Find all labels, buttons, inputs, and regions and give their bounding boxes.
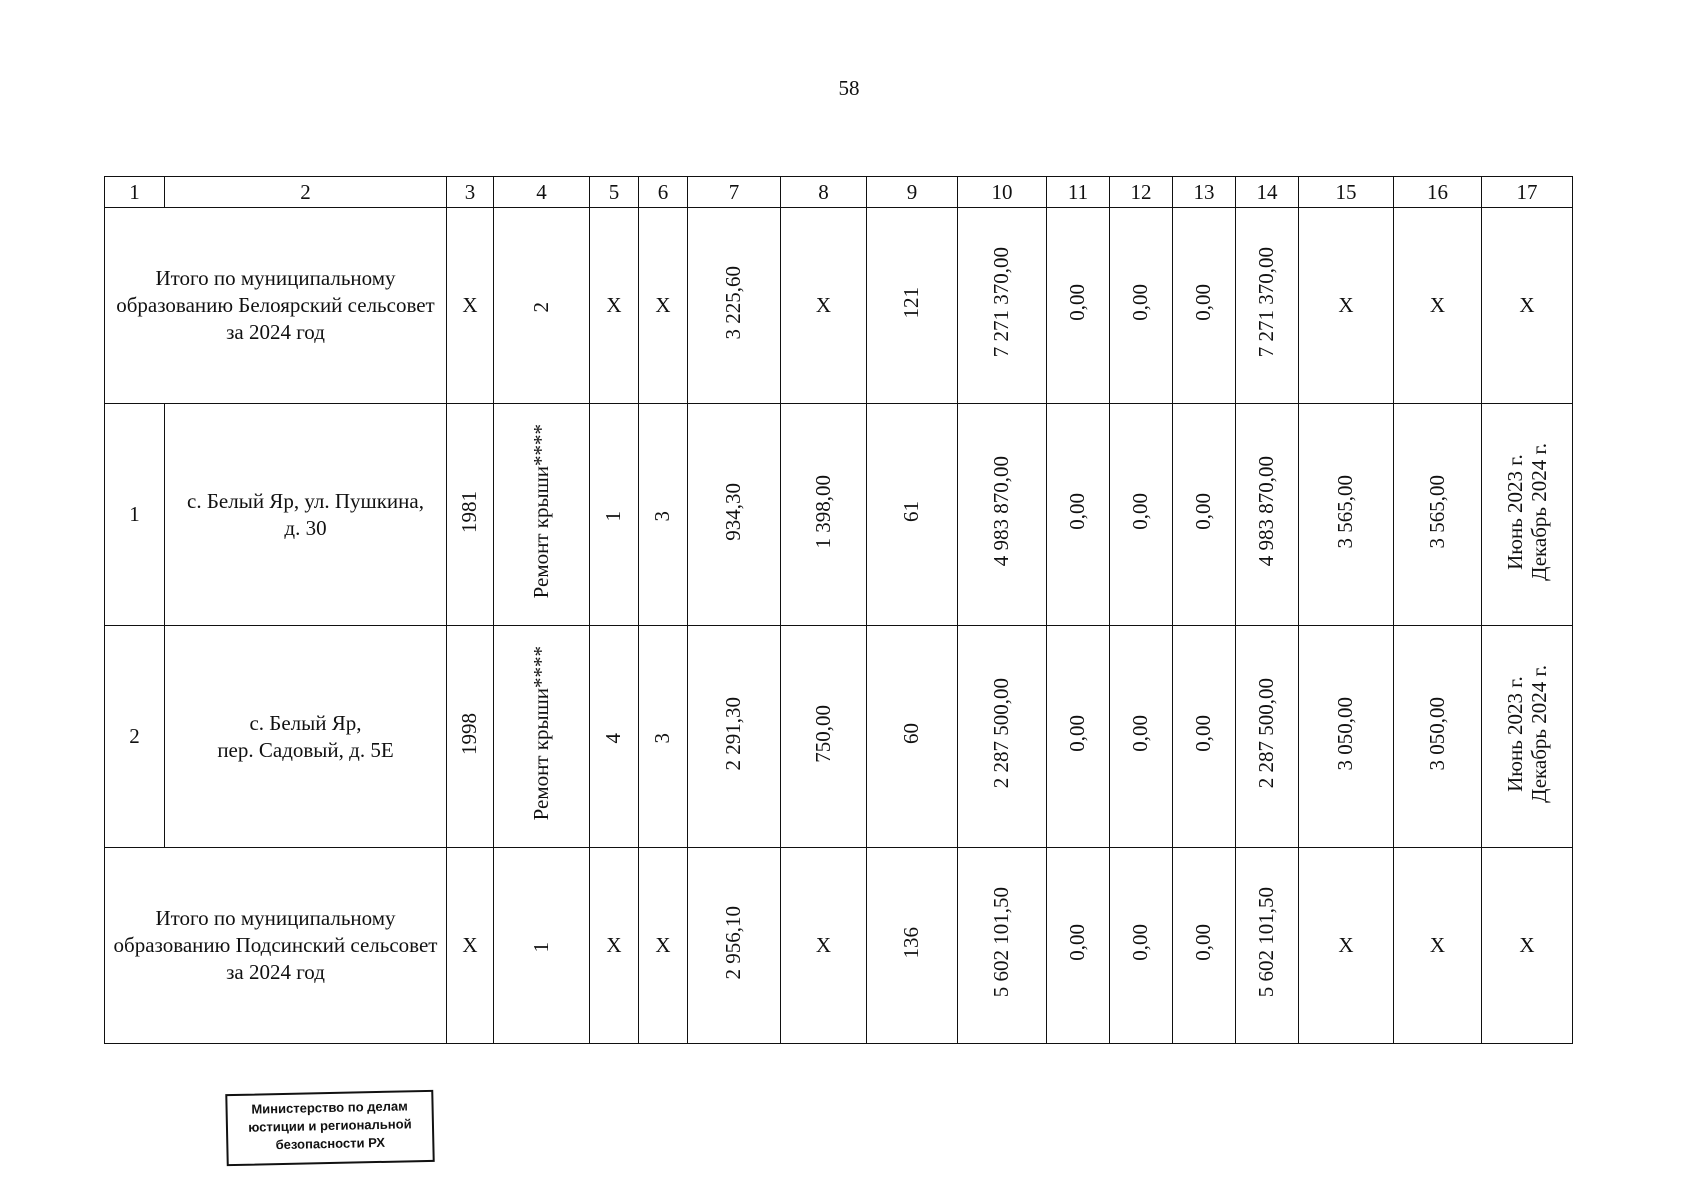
table-cell: X — [1482, 848, 1573, 1044]
header-cell: 2 — [165, 177, 447, 208]
table-cell: Ремонт крыши**** — [494, 626, 590, 848]
row-number: 1 — [105, 404, 165, 626]
table-cell: 3 225,60 — [688, 208, 781, 404]
table-cell: 3 565,00 — [1299, 404, 1394, 626]
table-cell: X — [1394, 848, 1482, 1044]
header-cell: 12 — [1110, 177, 1173, 208]
table-cell: 934,30 — [688, 404, 781, 626]
header-cell: 14 — [1236, 177, 1299, 208]
table-cell: X — [639, 848, 688, 1044]
table-cell: 2 291,30 — [688, 626, 781, 848]
table-row — [105, 404, 1573, 626]
table-cell: 0,00 — [1047, 848, 1110, 1044]
row-number: 2 — [105, 626, 165, 848]
header-cell: 6 — [639, 177, 688, 208]
table-cell: 3 565,00 — [1394, 404, 1482, 626]
table-cell: X — [1482, 208, 1573, 404]
table-cell: X — [1299, 848, 1394, 1044]
table-cell: 1981 — [447, 404, 494, 626]
table-cell: 0,00 — [1110, 626, 1173, 848]
table-row — [105, 626, 1573, 848]
header-cell: 4 — [494, 177, 590, 208]
table-cell: 0,00 — [1173, 404, 1236, 626]
table-cell: 3 — [639, 404, 688, 626]
table-cell: 3 050,00 — [1299, 626, 1394, 848]
table-cell: X — [447, 208, 494, 404]
total-label: Итого по муниципальному образованию Белоярский сельсовет за 2024 год — [105, 208, 447, 404]
table-cell: 0,00 — [1173, 848, 1236, 1044]
table-cell: X — [447, 848, 494, 1044]
table-cell: 7 271 370,00 — [1236, 208, 1299, 404]
table-cell: 0,00 — [1047, 208, 1110, 404]
header-cell: 10 — [958, 177, 1047, 208]
header-cell: 13 — [1173, 177, 1236, 208]
table-cell: X — [590, 848, 639, 1044]
header-cell: 16 — [1394, 177, 1482, 208]
table-cell: 1998 — [447, 626, 494, 848]
table-cell: 7 271 370,00 — [958, 208, 1047, 404]
table-cell: 0,00 — [1047, 404, 1110, 626]
total-row-podsinsky — [105, 848, 1573, 1044]
address-cell: с. Белый Яр, ул. Пушкина, д. 30 — [165, 404, 447, 626]
header-cell: 3 — [447, 177, 494, 208]
address-cell: с. Белый Яр, пер. Садовый, д. 5Е — [165, 626, 447, 848]
header-cell: 7 — [688, 177, 781, 208]
table-cell: 4 — [590, 626, 639, 848]
table-cell: 2 956,10 — [688, 848, 781, 1044]
page-number: 58 — [838, 76, 860, 100]
data-table — [104, 176, 1573, 1044]
table-cell: Июнь 2023 г. Декабрь 2024 г. — [1482, 404, 1573, 626]
table-cell: 60 — [867, 626, 958, 848]
table-cell: 1 — [590, 404, 639, 626]
table-cell: 750,00 — [781, 626, 867, 848]
table-cell: 1 398,00 — [781, 404, 867, 626]
table-cell: 4 983 870,00 — [958, 404, 1047, 626]
total-label: Итого по муниципальному образованию Подсинский сельсовет за 2024 год — [105, 848, 447, 1044]
header-cell: 11 — [1047, 177, 1110, 208]
table-cell: Ремонт крыши**** — [494, 404, 590, 626]
header-cell: 8 — [781, 177, 867, 208]
table-cell: 0,00 — [1173, 208, 1236, 404]
table-cell: X — [781, 208, 867, 404]
table-cell: 2 287 500,00 — [958, 626, 1047, 848]
table-cell: 0,00 — [1173, 626, 1236, 848]
header-cell: 9 — [867, 177, 958, 208]
header-cell: 15 — [1299, 177, 1394, 208]
table-cell: 2 — [494, 208, 590, 404]
table-cell: 1 — [494, 848, 590, 1044]
table-cell: 121 — [867, 208, 958, 404]
table-cell: X — [590, 208, 639, 404]
table-cell: 2 287 500,00 — [1236, 626, 1299, 848]
table-cell: X — [781, 848, 867, 1044]
table-cell: 0,00 — [1110, 404, 1173, 626]
table-cell: Июнь 2023 г. Декабрь 2024 г. — [1482, 626, 1573, 848]
header-cell: 5 — [590, 177, 639, 208]
table-cell: 5 602 101,50 — [958, 848, 1047, 1044]
table-cell: X — [1394, 208, 1482, 404]
table-cell: 0,00 — [1110, 208, 1173, 404]
ministry-stamp: Министерство по делам юстиции и региональной безопасности РХ — [225, 1090, 434, 1166]
header-cell: 17 — [1482, 177, 1573, 208]
table-cell: 3 — [639, 626, 688, 848]
table-cell: 5 602 101,50 — [1236, 848, 1299, 1044]
table-cell: X — [639, 208, 688, 404]
table-cell: 3 050,00 — [1394, 626, 1482, 848]
header-cell: 1 — [105, 177, 165, 208]
table-cell: 0,00 — [1110, 848, 1173, 1044]
column-number-row — [105, 177, 1573, 208]
table-cell: 4 983 870,00 — [1236, 404, 1299, 626]
table-cell: X — [1299, 208, 1394, 404]
table-cell: 0,00 — [1047, 626, 1110, 848]
table-cell: 136 — [867, 848, 958, 1044]
total-row-beloyarsky — [105, 208, 1573, 404]
table-cell: 61 — [867, 404, 958, 626]
